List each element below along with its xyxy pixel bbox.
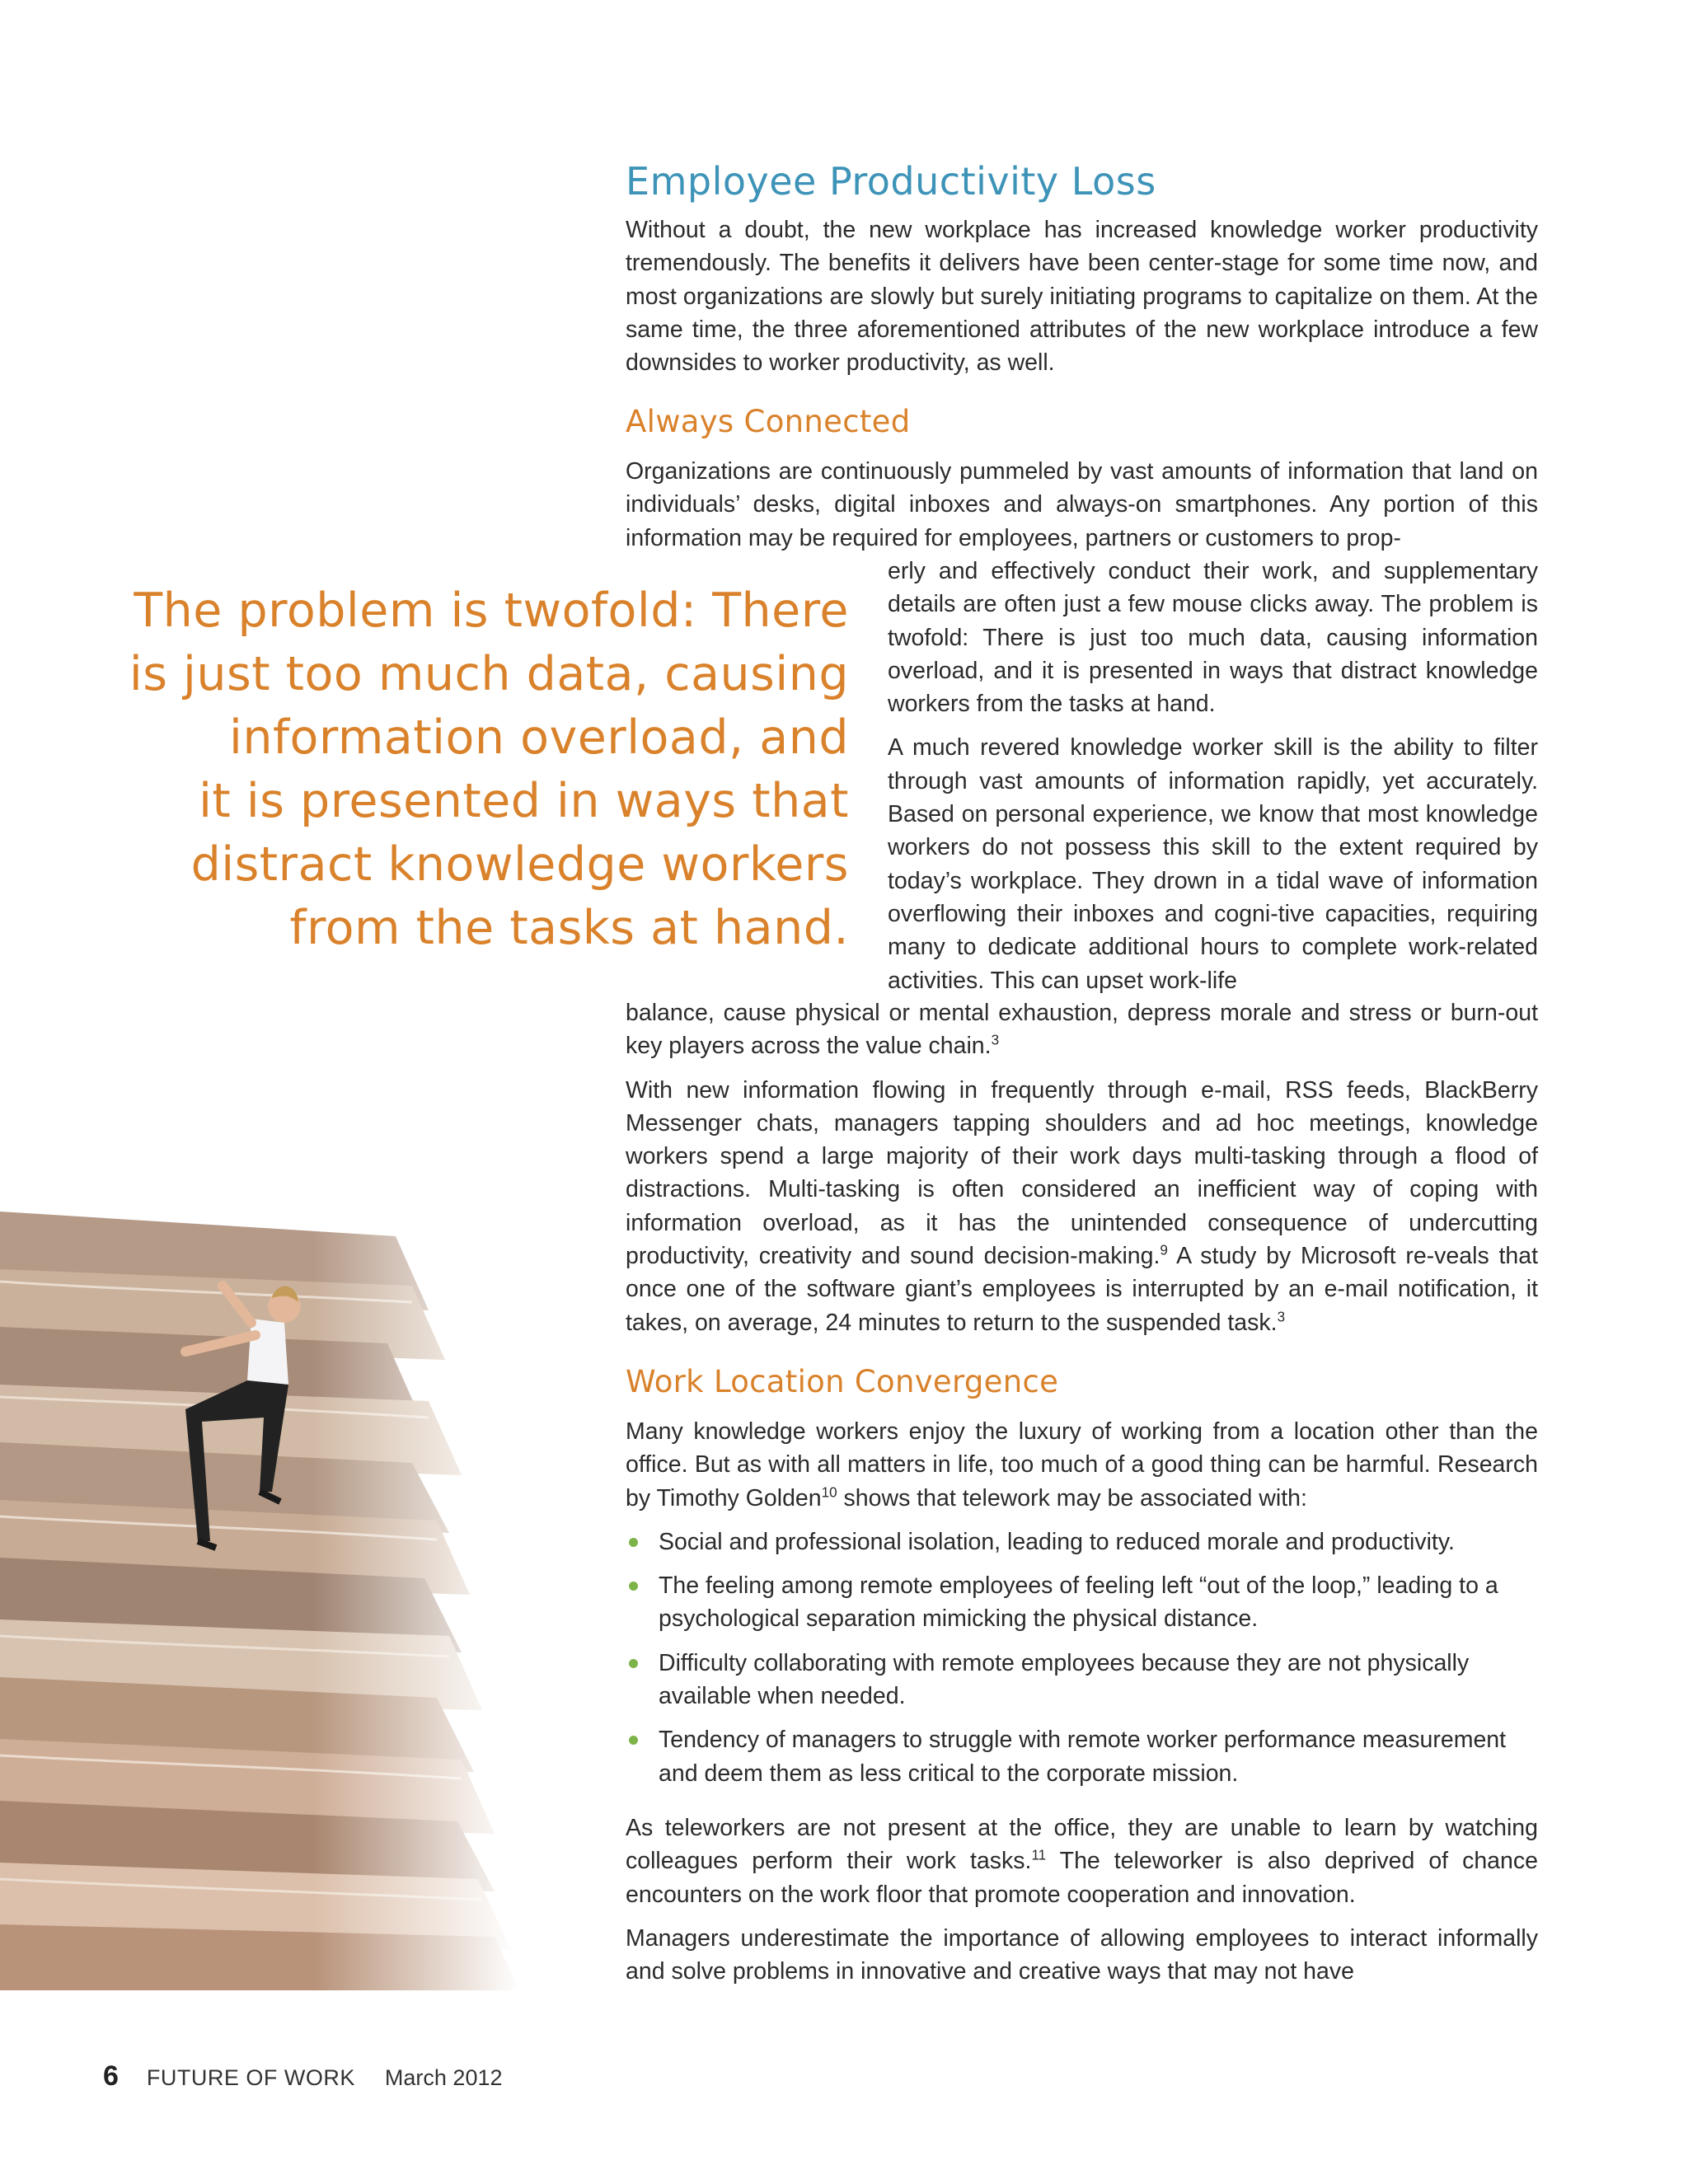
bullet-icon — [629, 1659, 638, 1668]
bullet-icon — [629, 1538, 638, 1547]
work-location-block — [626, 1415, 1538, 1999]
footnote-ref: 9 — [1160, 1242, 1168, 1258]
page-number: 6 — [103, 2060, 119, 2092]
body-paragraph: Many knowledge workers enjoy the luxury of working from a location other than the office. But as with all matters in life, too much of a good thing can be harmful. Research by Timothy Golden$^{10}$ shows that telework may be associated with: — [626, 1418, 1538, 1511]
publication-name: FUTURE OF WORK — [146, 2065, 355, 2090]
paper-stack-illustration — [0, 1146, 519, 1990]
section-heading: Employee Productivity Loss — [626, 159, 1156, 204]
body-paragraph: balance, cause physical or mental exhaustion, depress morale and stress or burn-out key players across the value chain.$^3$ — [626, 1000, 1538, 1060]
always-connected-wide-start — [626, 455, 1538, 565]
intro-block — [626, 213, 1538, 390]
pull-quote: The problem is twofold: There is just too much data, causing information overload, and it is presented in ways that distract knowledge workers from the tasks at hand. — [129, 583, 849, 955]
body-paragraph: A much revered knowledge worker skill is the ability to filter through vast amounts of information rapidly, yet accurately. Based on personal experience, we know that most knowledge workers do not possess this skill to the extent required by today’s workplace. They drown in a tidal wave of information overflowing their inboxes and cogni-tive capacities, requiring many to dedicate additional hours to complete work-related activities. This can upset work-life — [888, 734, 1538, 994]
intro-paragraph: Without a doubt, the new workplace has increased knowledge worker productivity tremendously. The benefits it delivers have been center-stage for some time now, and most organizations are slowly but surely initiating programs to capitalize on them. At the same time, the three aforementioned attributes of the new workplace introduce a few downsides to worker productivity, as well. — [626, 217, 1538, 377]
footnote-ref: 3 — [1277, 1309, 1286, 1325]
body-paragraph: As teleworkers are not present at the office, they are unable to learn by watching colleagues perform their work tasks.$^{11}$ The teleworker is also deprived of chance encounters on the work floor that promote cooperation and innovation. — [626, 1814, 1538, 1908]
list-item: Tendency of managers to struggle with remote worker performance measurement and deem them as less critical to the corporate mission. — [626, 1723, 1538, 1790]
footnote-ref: 3 — [991, 1032, 1000, 1048]
subheading-work-location: Work Location Convergence — [626, 1364, 1059, 1399]
bullet-icon — [629, 1582, 638, 1591]
paper-sheets — [0, 1146, 519, 1990]
body-paragraph: Managers underestimate the importance of allowing employees to interact informally and solve problems in innovative and creative ways that may not have — [626, 1924, 1538, 1985]
body-paragraph: erly and effectively conduct their work, and supplementary details are often just a few mouse clicks away. The problem is twofold: There is just too much data, causing information overload, and it is presented in ways that distract knowledge workers from the tasks at hand. — [888, 558, 1538, 718]
list-item: The feeling among remote employees of feeling left “out of the loop,” leading to a psychological separation mimicking the physical distance. — [626, 1569, 1538, 1636]
bullet-list — [626, 1526, 1538, 1790]
body-paragraph: Organizations are continuously pummeled by vast amounts of information that land on individuals’ desks, digital inboxes and always-on smartphones. Any portion of this information may be required for employees, partners or customers to prop- — [626, 458, 1538, 551]
issue-date: March 2012 — [384, 2065, 503, 2090]
footnote-ref: 10 — [821, 1484, 837, 1501]
page-footer — [103, 2060, 503, 2093]
list-item: Difficulty collaborating with remote employees because they are not physically available when needed. — [626, 1647, 1538, 1713]
always-connected-wide-end — [626, 996, 1538, 1350]
footnote-ref: 11 — [1031, 1847, 1047, 1863]
bullet-icon — [629, 1736, 638, 1745]
always-connected-narrow — [888, 555, 1538, 1008]
body-paragraph: With new information flowing in frequently through e-mail, RSS feeds, BlackBerry Messenger chats, managers tapping shoulders and ad hoc meetings, knowledge workers spend a large majority of their work days multi-tasking through a flood of distractions. Multi-tasking is often considered an inefficient way of coping with information overload, as it has the unintended consequence of undercutting productivity, creativity and sound decision-making.$^9$ A study by Microsoft re-veals that once one of the software giant’s employees is interrupted by an e-mail notification, it takes, on average, 24 minutes to return to the suspended task.$^3$ — [626, 1076, 1538, 1336]
subheading-always-connected: Always Connected — [626, 404, 911, 439]
list-item: Social and professional isolation, leading to reduced morale and productivity. — [626, 1526, 1538, 1558]
